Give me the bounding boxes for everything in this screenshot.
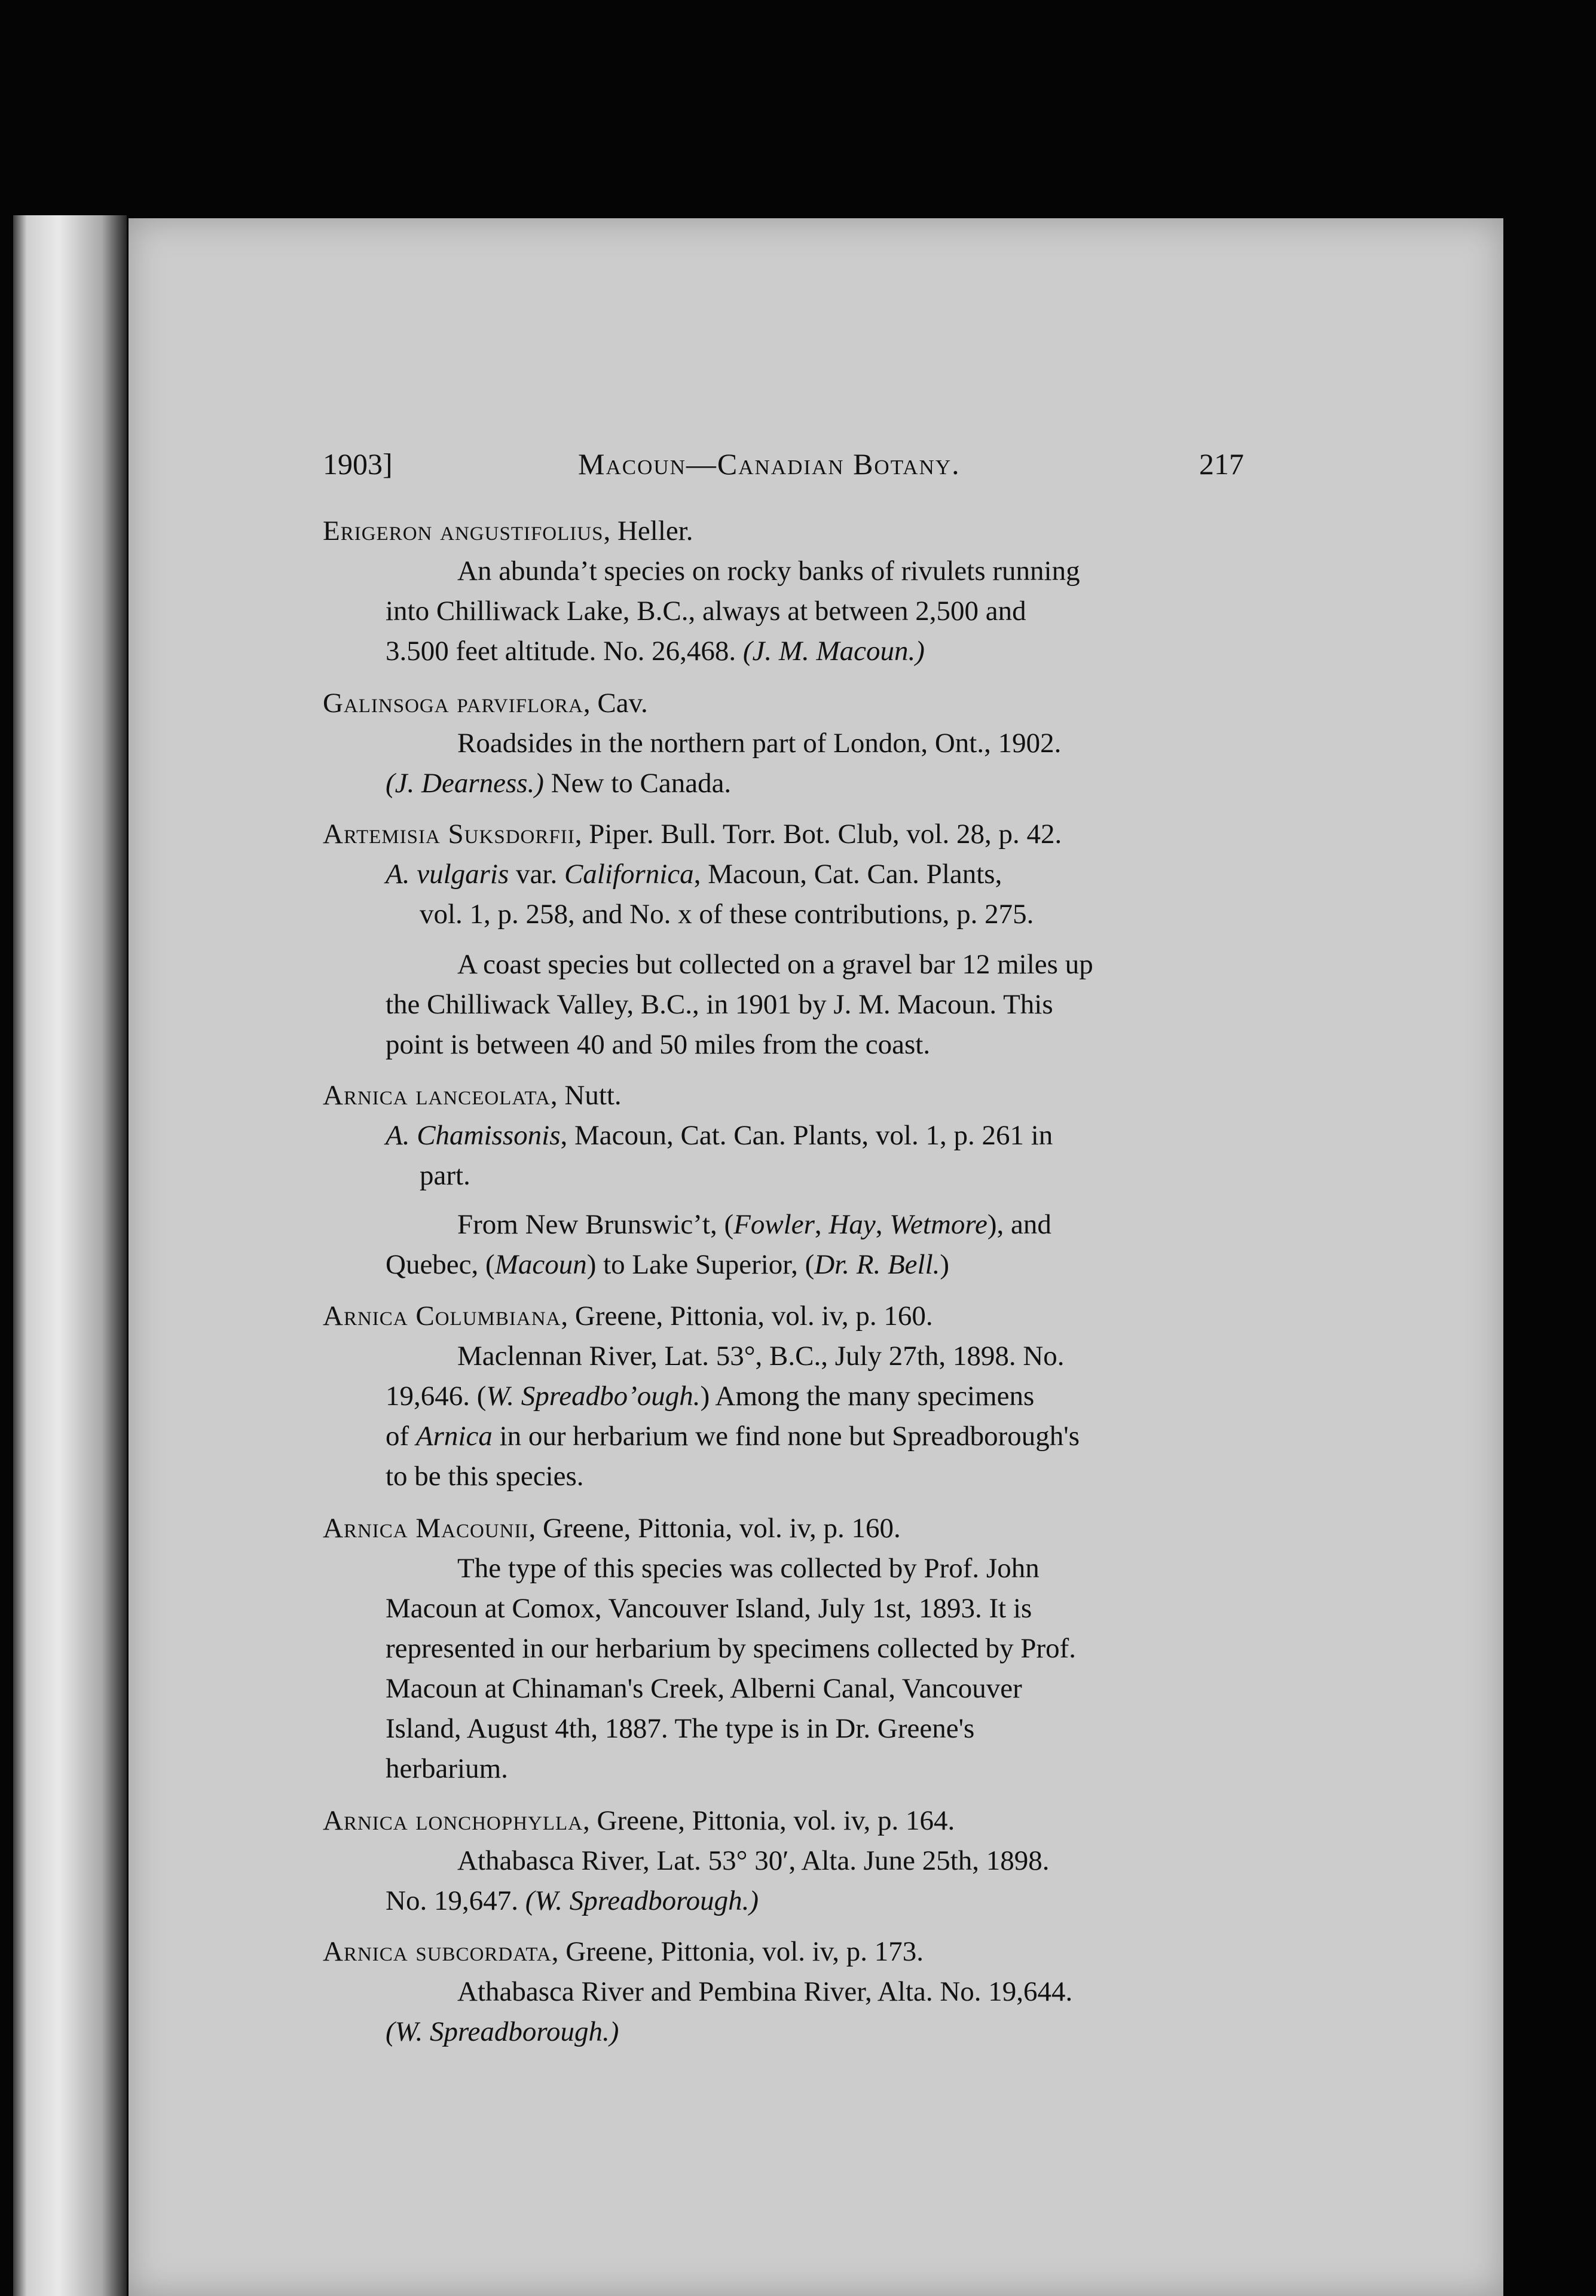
collector-name: Dr. R. Bell. (814, 1249, 940, 1280)
collector-name: Hay (828, 1209, 876, 1240)
entry-text-line (386, 2015, 619, 2048)
synonym-line (386, 857, 1002, 891)
entry-heading (323, 1804, 955, 1837)
synonym-var: var. (509, 859, 564, 890)
entry-text-line: Macoun at Comox, Vancouver Island, July 1st, 1893. It is (386, 1593, 1032, 1624)
entry-text: New to Canada. (543, 768, 732, 799)
species-name: Arnica Macounii (323, 1513, 529, 1544)
species-name: Artemisia Suksdorfii (323, 819, 575, 850)
entry-text: ) Among the many specimens (700, 1381, 1035, 1412)
synonym-citation: , Macoun, Cat. Can. Plants, vol. 1, p. 261 in (560, 1120, 1053, 1151)
entry-text-line (386, 1419, 1080, 1453)
species-authority: , Greene, Pittonia, vol. iv, p. 164. (583, 1805, 955, 1836)
entry-heading (323, 514, 693, 548)
entry-text-line: Athabasca River and Pembina River, Alta. No. 19,644. (457, 1976, 1073, 2007)
species-name: Galinsoga parviflora (323, 688, 583, 719)
collector-name: (J. Dearness.) (386, 768, 544, 799)
entry-text: ) (940, 1249, 950, 1280)
genus-name: Arnica (415, 1421, 493, 1452)
entry-text: 19,646. ( (386, 1381, 487, 1412)
species-name: Arnica lonchophylla (323, 1805, 583, 1836)
entry-text-line: point is between 40 and 50 miles from the coast. (386, 1029, 931, 1060)
entry-heading (323, 817, 1062, 851)
species-authority: , Greene, Pittonia, vol. iv, p. 173. (551, 1936, 924, 1967)
entry-heading (323, 1935, 924, 1968)
species-authority: , Cav. (583, 688, 648, 719)
entry-text-line: the Chilliwack Valley, B.C., in 1901 by J. M. Macoun. This (386, 989, 1053, 1020)
entry-heading (323, 1299, 933, 1333)
collector-name: Fowler (733, 1209, 815, 1240)
entry-heading (323, 686, 648, 720)
collector-name: Wetmore (889, 1209, 987, 1240)
species-name: Arnica lanceolata (323, 1080, 551, 1111)
entry-heading (323, 1079, 622, 1112)
header-title: Macoun—Canadian Botany. (578, 447, 961, 481)
entry-text-line: An abundaʼt species on rocky banks of rivulets running (457, 555, 1080, 587)
collector-name: (W. Spreadborough.) (525, 1885, 759, 1916)
collector-name: (W. Spreadborough.) (386, 2016, 619, 2047)
species-name: Arnica subcordata (323, 1936, 552, 1967)
book-binding-edge (13, 215, 127, 2296)
entry-text-line (386, 1379, 1034, 1413)
species-name: Arnica Columbiana (323, 1300, 561, 1332)
species-authority: , Nutt. (550, 1080, 622, 1111)
species-authority: , Piper. Bull. Torr. Bot. Club, vol. 28, p. 42. (574, 819, 1062, 850)
species-authority: , Greene, Pittonia, vol. iv, p. 160. (561, 1300, 933, 1332)
entry-text-line: Macoun at Chinaman's Creek, Alberni Canal, Vancouver (386, 1673, 1022, 1704)
collector-name: (J. M. Macoun.) (742, 636, 925, 667)
entry-text: ) to Lake Superior, ( (586, 1249, 815, 1280)
species-authority: , Heller. (603, 515, 693, 546)
entry-text: ), and (987, 1209, 1051, 1240)
entry-text-line (386, 1248, 949, 1281)
collector-name: W. Spreadboʼough. (486, 1381, 701, 1412)
entry-text-line: into Chilliwack Lake, B.C., always at between 2,500 and (386, 596, 1026, 627)
entry-heading (323, 1512, 901, 1545)
entry-text-line: represented in our herbarium by specimens collected by Prof. (386, 1633, 1077, 1664)
synonym-line: part. (420, 1160, 470, 1191)
book-page (129, 218, 1503, 2296)
synonym-name: A. Chamissonis (386, 1120, 561, 1151)
entry-text-line: Maclennan River, Lat. 53°, B.C., July 27th, 1898. No. (457, 1341, 1065, 1372)
entry-text-line (457, 1208, 1051, 1241)
entry-text-line (386, 634, 925, 668)
synonym-line (386, 1119, 1053, 1152)
entry-text-line: A coast species but collected on a gravel bar 12 miles up (457, 949, 1093, 980)
entry-text: of (386, 1421, 416, 1452)
entry-text: From New Brunswicʼt, ( (457, 1209, 734, 1240)
entry-text: , (814, 1209, 829, 1240)
entry-text: , (875, 1209, 890, 1240)
species-authority: , Greene, Pittonia, vol. iv, p. 160. (528, 1513, 901, 1544)
synonym-line: vol. 1, p. 258, and No. x of these contributions, p. 275. (420, 899, 1034, 930)
species-name: Erigeron angustifolius (323, 515, 604, 546)
entry-text: Quebec, ( (386, 1249, 495, 1280)
entry-text: No. 19,647. (386, 1885, 525, 1916)
entry-text-line: to be this species. (386, 1461, 584, 1492)
collector-name: Macoun (494, 1249, 587, 1280)
entry-text-line (386, 767, 731, 800)
header-year: 1903] (323, 447, 393, 481)
entry-text-line: Roadsides in the northern part of London, Ont., 1902. (457, 728, 1062, 759)
entry-text-line: Island, August 4th, 1887. The type is in Dr. Greene's (386, 1713, 975, 1744)
header-page-number: 217 (1199, 447, 1244, 481)
entry-text-line: herbarium. (386, 1753, 508, 1784)
synonym-var-name: Californica (564, 859, 694, 890)
entry-text: 3.500 feet altitude. No. 26,468. (386, 636, 743, 667)
entry-text-line (386, 1884, 759, 1918)
entry-text: in our herbarium we find none but Spreadborough's (492, 1421, 1080, 1452)
entry-text-line: The type of this species was collected by Prof. John (457, 1553, 1039, 1584)
synonym-citation: , Macoun, Cat. Can. Plants, (693, 859, 1002, 890)
entry-text-line: Athabasca River, Lat. 53° 30′, Alta. June 25th, 1898. (457, 1845, 1050, 1876)
synonym-name: A. vulgaris (386, 859, 509, 890)
